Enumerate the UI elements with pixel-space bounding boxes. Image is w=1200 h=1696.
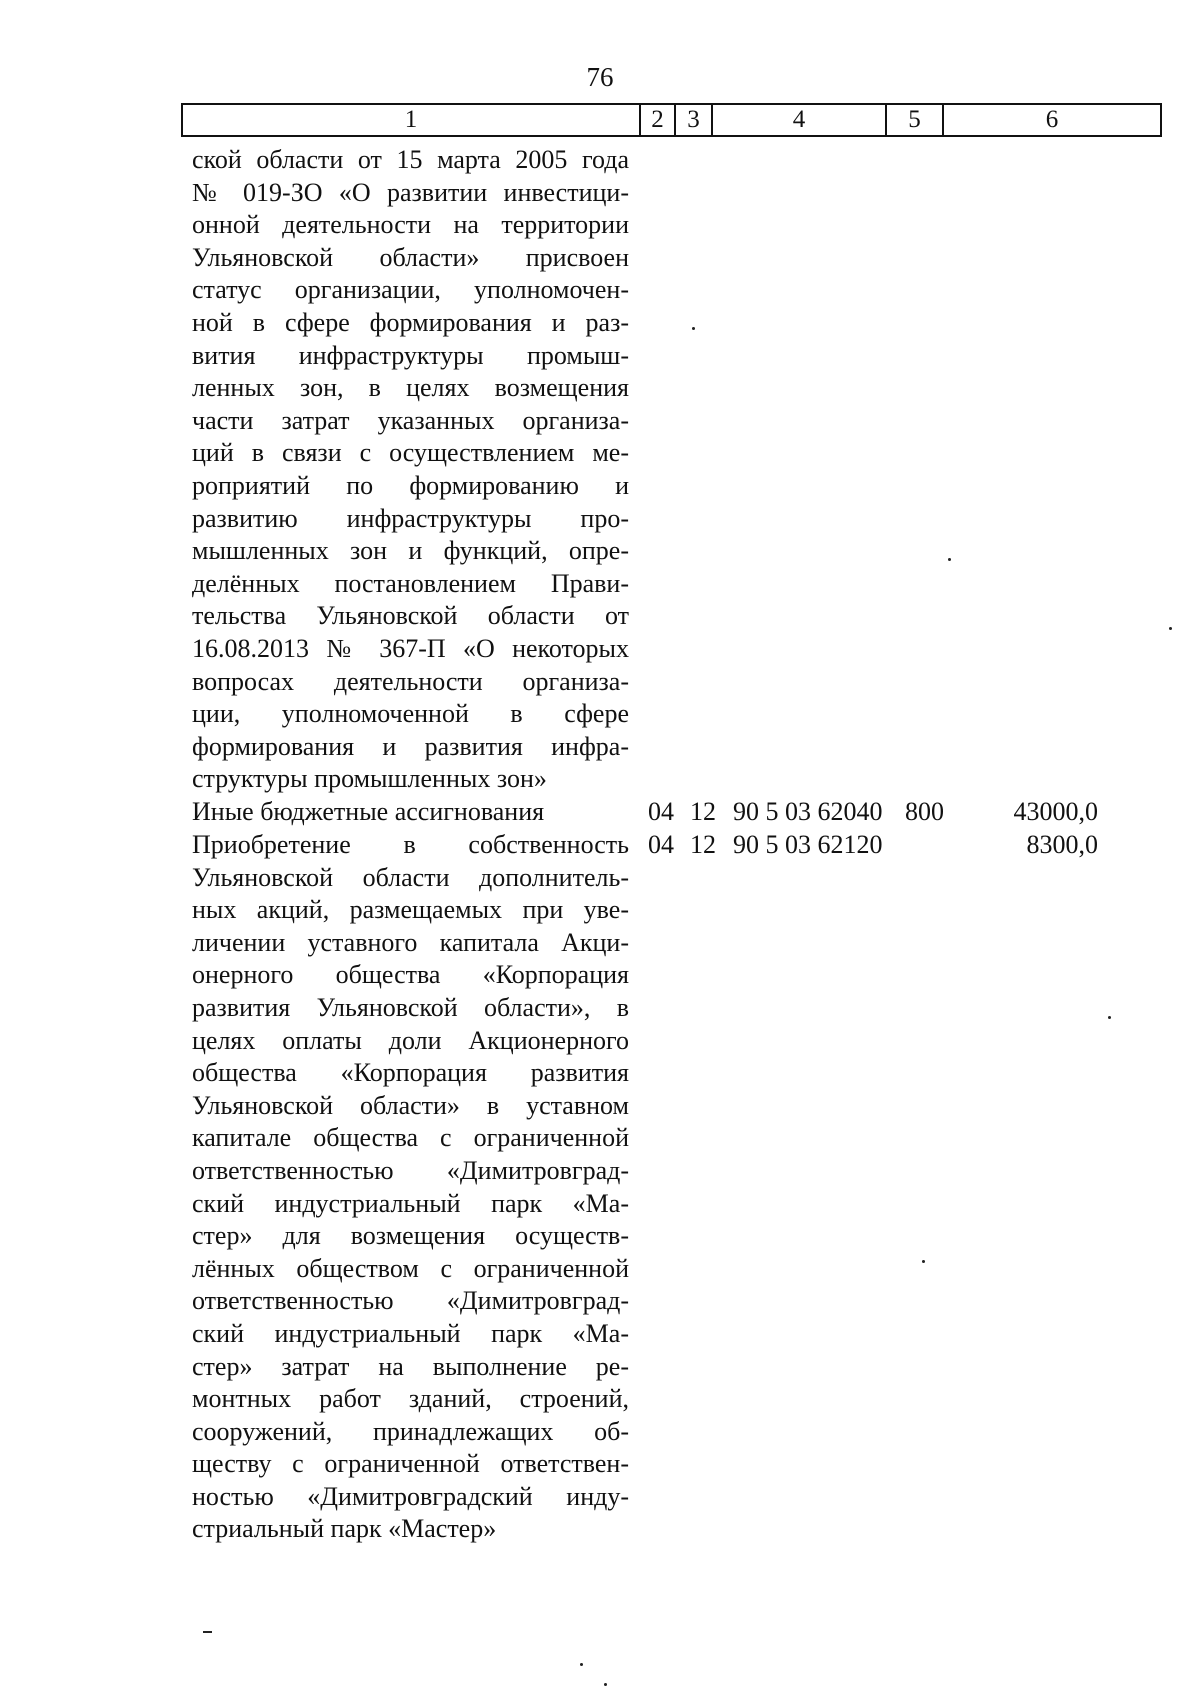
text-line: монтных работ зданий, строений, xyxy=(192,1384,629,1414)
scan-speck xyxy=(580,1663,583,1666)
scan-speck xyxy=(1108,1016,1111,1019)
text-line: № 019-ЗО «О развитии инвестици- xyxy=(192,177,629,207)
row-other-target: 90 5 03 62040 xyxy=(733,797,883,826)
acquisition-paragraph xyxy=(192,829,629,1546)
text-line: стер» для возмещения осуществ- xyxy=(192,1221,629,1251)
row-other-subsection: 12 xyxy=(690,797,716,826)
text-line: ленных зон, в целях возмещения xyxy=(192,373,629,403)
text-line: вопросах деятельности организа- xyxy=(192,666,629,696)
text-line: целях оплаты доли Акционерного xyxy=(192,1025,629,1055)
scan-speck xyxy=(1169,627,1172,630)
continuation-paragraph xyxy=(192,144,629,796)
text-line: ский индустриальный парк «Ма- xyxy=(192,1188,629,1218)
header-col-3: 3 xyxy=(676,105,713,135)
row-other-amount: 43000,0 xyxy=(1013,797,1098,826)
text-line: Иные бюджетные ассигнования xyxy=(192,797,545,826)
text-line: развития Ульяновской области», в xyxy=(192,992,629,1022)
text-line: ответственностью «Димитровград- xyxy=(192,1155,629,1185)
text-line: роприятий по формированию и xyxy=(192,470,629,500)
row-acq-subsection: 12 xyxy=(690,830,716,859)
text-line: ной в сфере формирования и раз- xyxy=(192,307,629,337)
text-line: капитале общества с ограниченной xyxy=(192,1123,629,1153)
text-line: ций в связи с осуществлением ме- xyxy=(192,438,629,468)
page-number: 76 xyxy=(586,62,614,92)
text-line: сооружений, принадлежащих об- xyxy=(192,1416,629,1446)
text-line: ской области от 15 марта 2005 года xyxy=(192,145,629,174)
scan-speck xyxy=(203,1631,212,1633)
text-line: Приобретение в собственность xyxy=(192,830,629,859)
table-header-row xyxy=(181,103,1162,137)
row-other-expense-type: 800 xyxy=(905,797,944,826)
header-col-4: 4 xyxy=(713,105,887,135)
text-line: онной деятельности на территории xyxy=(192,210,629,240)
text-line: Ульяновской области» присвоен xyxy=(192,242,629,272)
text-line: 16.08.2013 № 367-П «О некоторых xyxy=(192,633,629,663)
row-acq-section: 04 xyxy=(648,830,674,859)
text-line: общества «Корпорация развития xyxy=(192,1058,629,1088)
text-line: личении уставного капитала Акци- xyxy=(192,927,629,957)
text-line: Ульяновской области» в уставном xyxy=(192,1090,629,1120)
row-acq-amount: 8300,0 xyxy=(1026,830,1098,859)
header-col-1: 1 xyxy=(183,105,641,135)
text-line: ский индустриальный парк «Ма- xyxy=(192,1318,629,1348)
text-line: тельства Ульяновской области от xyxy=(192,601,629,631)
scan-speck xyxy=(692,327,695,330)
scan-speck xyxy=(948,558,951,561)
text-line: развитию инфраструктуры про- xyxy=(192,503,629,533)
text-line: ществу с ограниченной ответствен- xyxy=(192,1449,629,1479)
text-line: ностью «Димитровградский инду- xyxy=(192,1481,629,1511)
header-col-2: 2 xyxy=(641,105,676,135)
text-line: ответственностью «Димитровград- xyxy=(192,1286,629,1316)
text-line: мышленных зон и функций, опре- xyxy=(192,536,629,566)
text-line: стриальный парк «Мастер» xyxy=(192,1514,497,1544)
row-acq-target: 90 5 03 62120 xyxy=(733,830,883,859)
text-line: статус организации, уполномочен- xyxy=(192,275,629,305)
text-line: Ульяновской области дополнитель- xyxy=(192,862,629,892)
header-col-5: 5 xyxy=(887,105,944,135)
scan-speck xyxy=(922,1260,925,1263)
text-line: ных акций, размещаемых при уве- xyxy=(192,895,629,925)
text-line: онерного общества «Корпорация xyxy=(192,960,629,990)
header-col-6: 6 xyxy=(1045,106,1059,133)
text-line: лённых обществом с ограниченной xyxy=(192,1253,629,1283)
text-line: структуры промышленных зон» xyxy=(192,764,547,794)
row-other-name xyxy=(192,796,629,829)
text-line: части затрат указанных организа- xyxy=(192,405,629,435)
text-line: стер» затрат на выполнение ре- xyxy=(192,1351,629,1381)
text-line: ции, уполномоченной в сфере xyxy=(192,699,629,729)
text-line: делённых постановлением Прави- xyxy=(192,568,629,598)
text-line: вития инфраструктуры промыш- xyxy=(192,340,629,370)
text-line: формирования и развития инфра- xyxy=(192,731,629,761)
row-other-section: 04 xyxy=(648,797,674,826)
scan-speck xyxy=(604,1683,607,1686)
